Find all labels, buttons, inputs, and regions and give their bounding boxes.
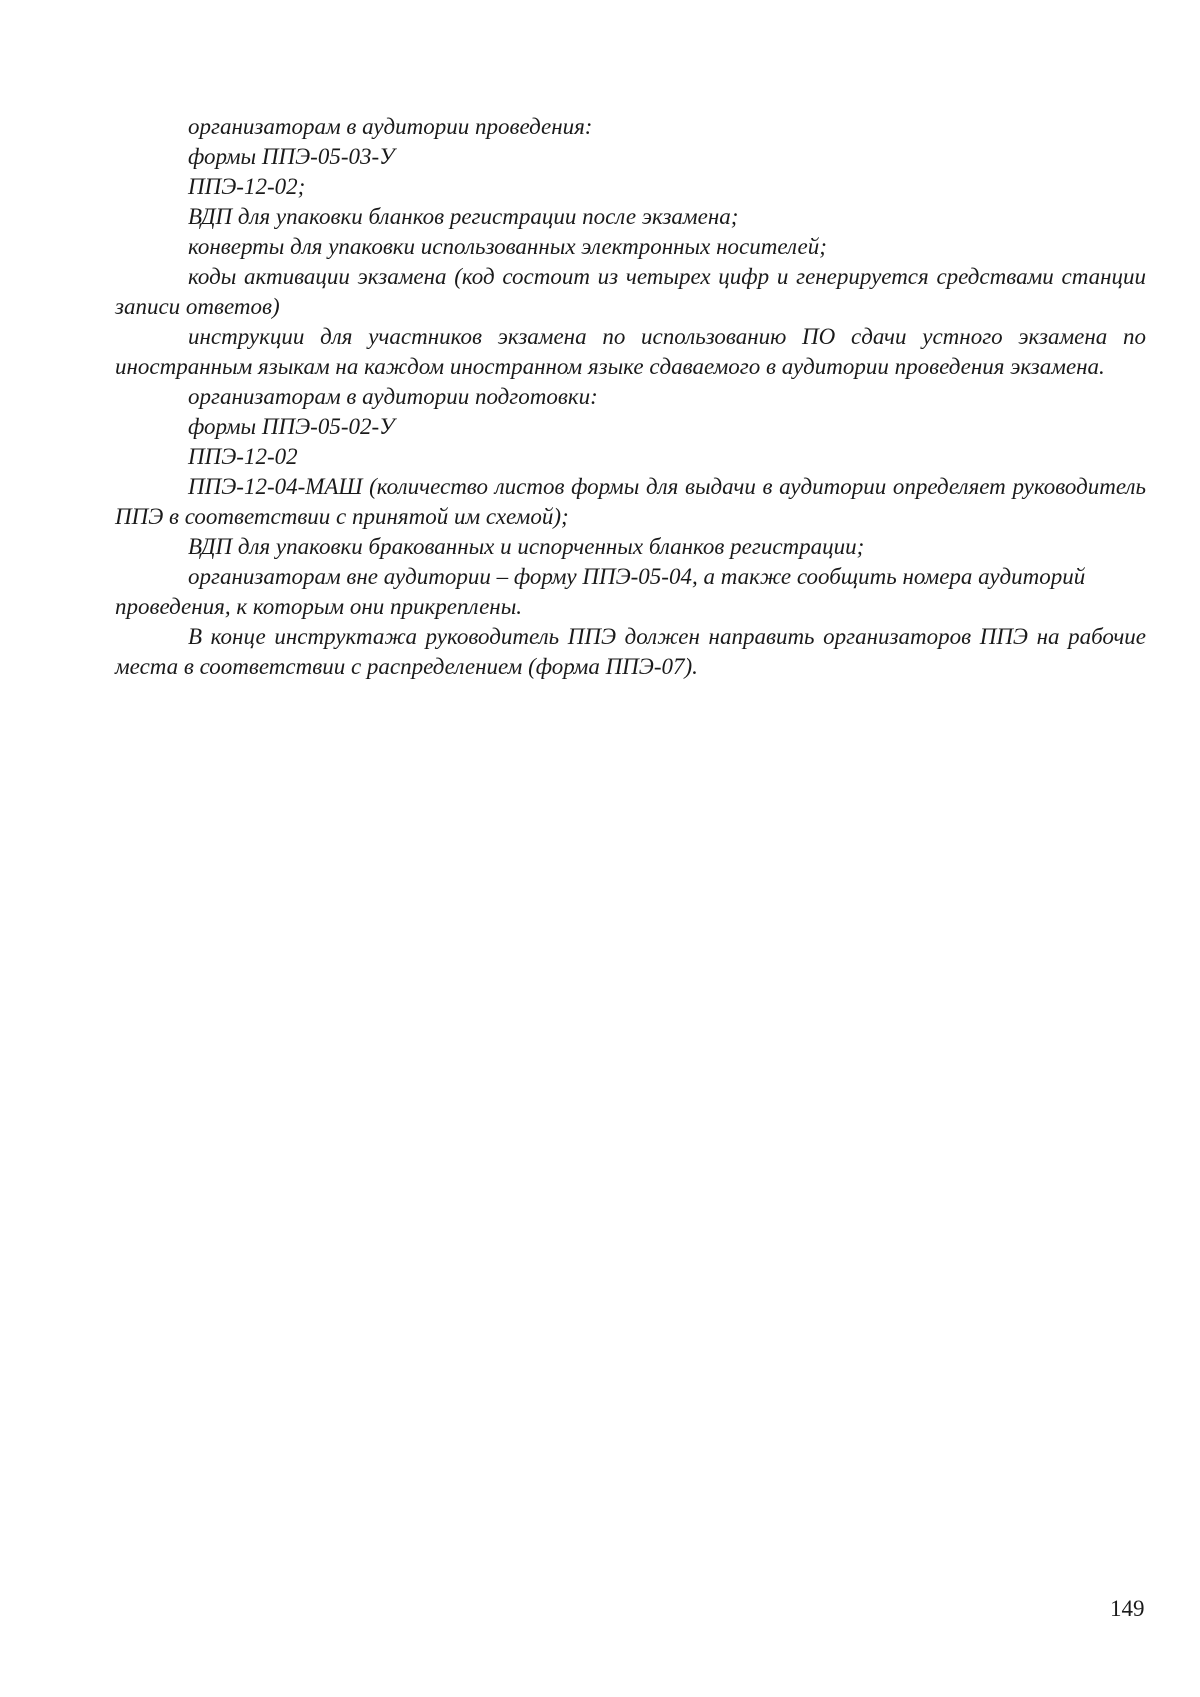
paragraph: ППЭ-12-04-МАШ (количество листов формы для выдачи в аудитории определяет руководитель ППЭ в соответствии с принятой им схемой); bbox=[115, 474, 1146, 529]
paragraph: В конце инструктажа руководитель ППЭ должен направить организаторов ППЭ на рабочие места в соответствии с распределением (форма ППЭ-07). bbox=[115, 624, 1146, 679]
paragraph: ВДП для упаковки бланков регистрации после экзамена; bbox=[188, 204, 739, 229]
paragraph: ППЭ-12-02 bbox=[188, 444, 298, 469]
paragraph: конверты для упаковки использованных электронных носителей; bbox=[188, 234, 827, 259]
paragraph: ППЭ-12-02; bbox=[188, 174, 306, 199]
paragraph: формы ППЭ-05-03-У bbox=[188, 144, 395, 169]
page-number: 149 bbox=[1110, 1596, 1145, 1621]
paragraph: инструкции для участников экзамена по использованию ПО сдачи устного экзамена по иностранным языкам на каждом иностранном языке сдаваемого в аудитории проведения экзамена. bbox=[115, 324, 1146, 379]
paragraph: коды активации экзамена (код состоит из четырех цифр и генерируется средствами станции записи ответов) bbox=[115, 264, 1146, 319]
paragraph: организаторам в аудитории проведения: bbox=[188, 114, 593, 139]
paragraph: организаторам вне аудитории – форму ППЭ-05-04, а также сообщить номера аудиторий проведения, к которым они прикреплены. bbox=[115, 564, 1086, 619]
paragraph: организаторам в аудитории подготовки: bbox=[188, 384, 598, 409]
document-body bbox=[115, 112, 1146, 682]
paragraph: ВДП для упаковки бракованных и испорченных бланков регистрации; bbox=[188, 534, 865, 559]
paragraph: формы ППЭ-05-02-У bbox=[188, 414, 395, 439]
